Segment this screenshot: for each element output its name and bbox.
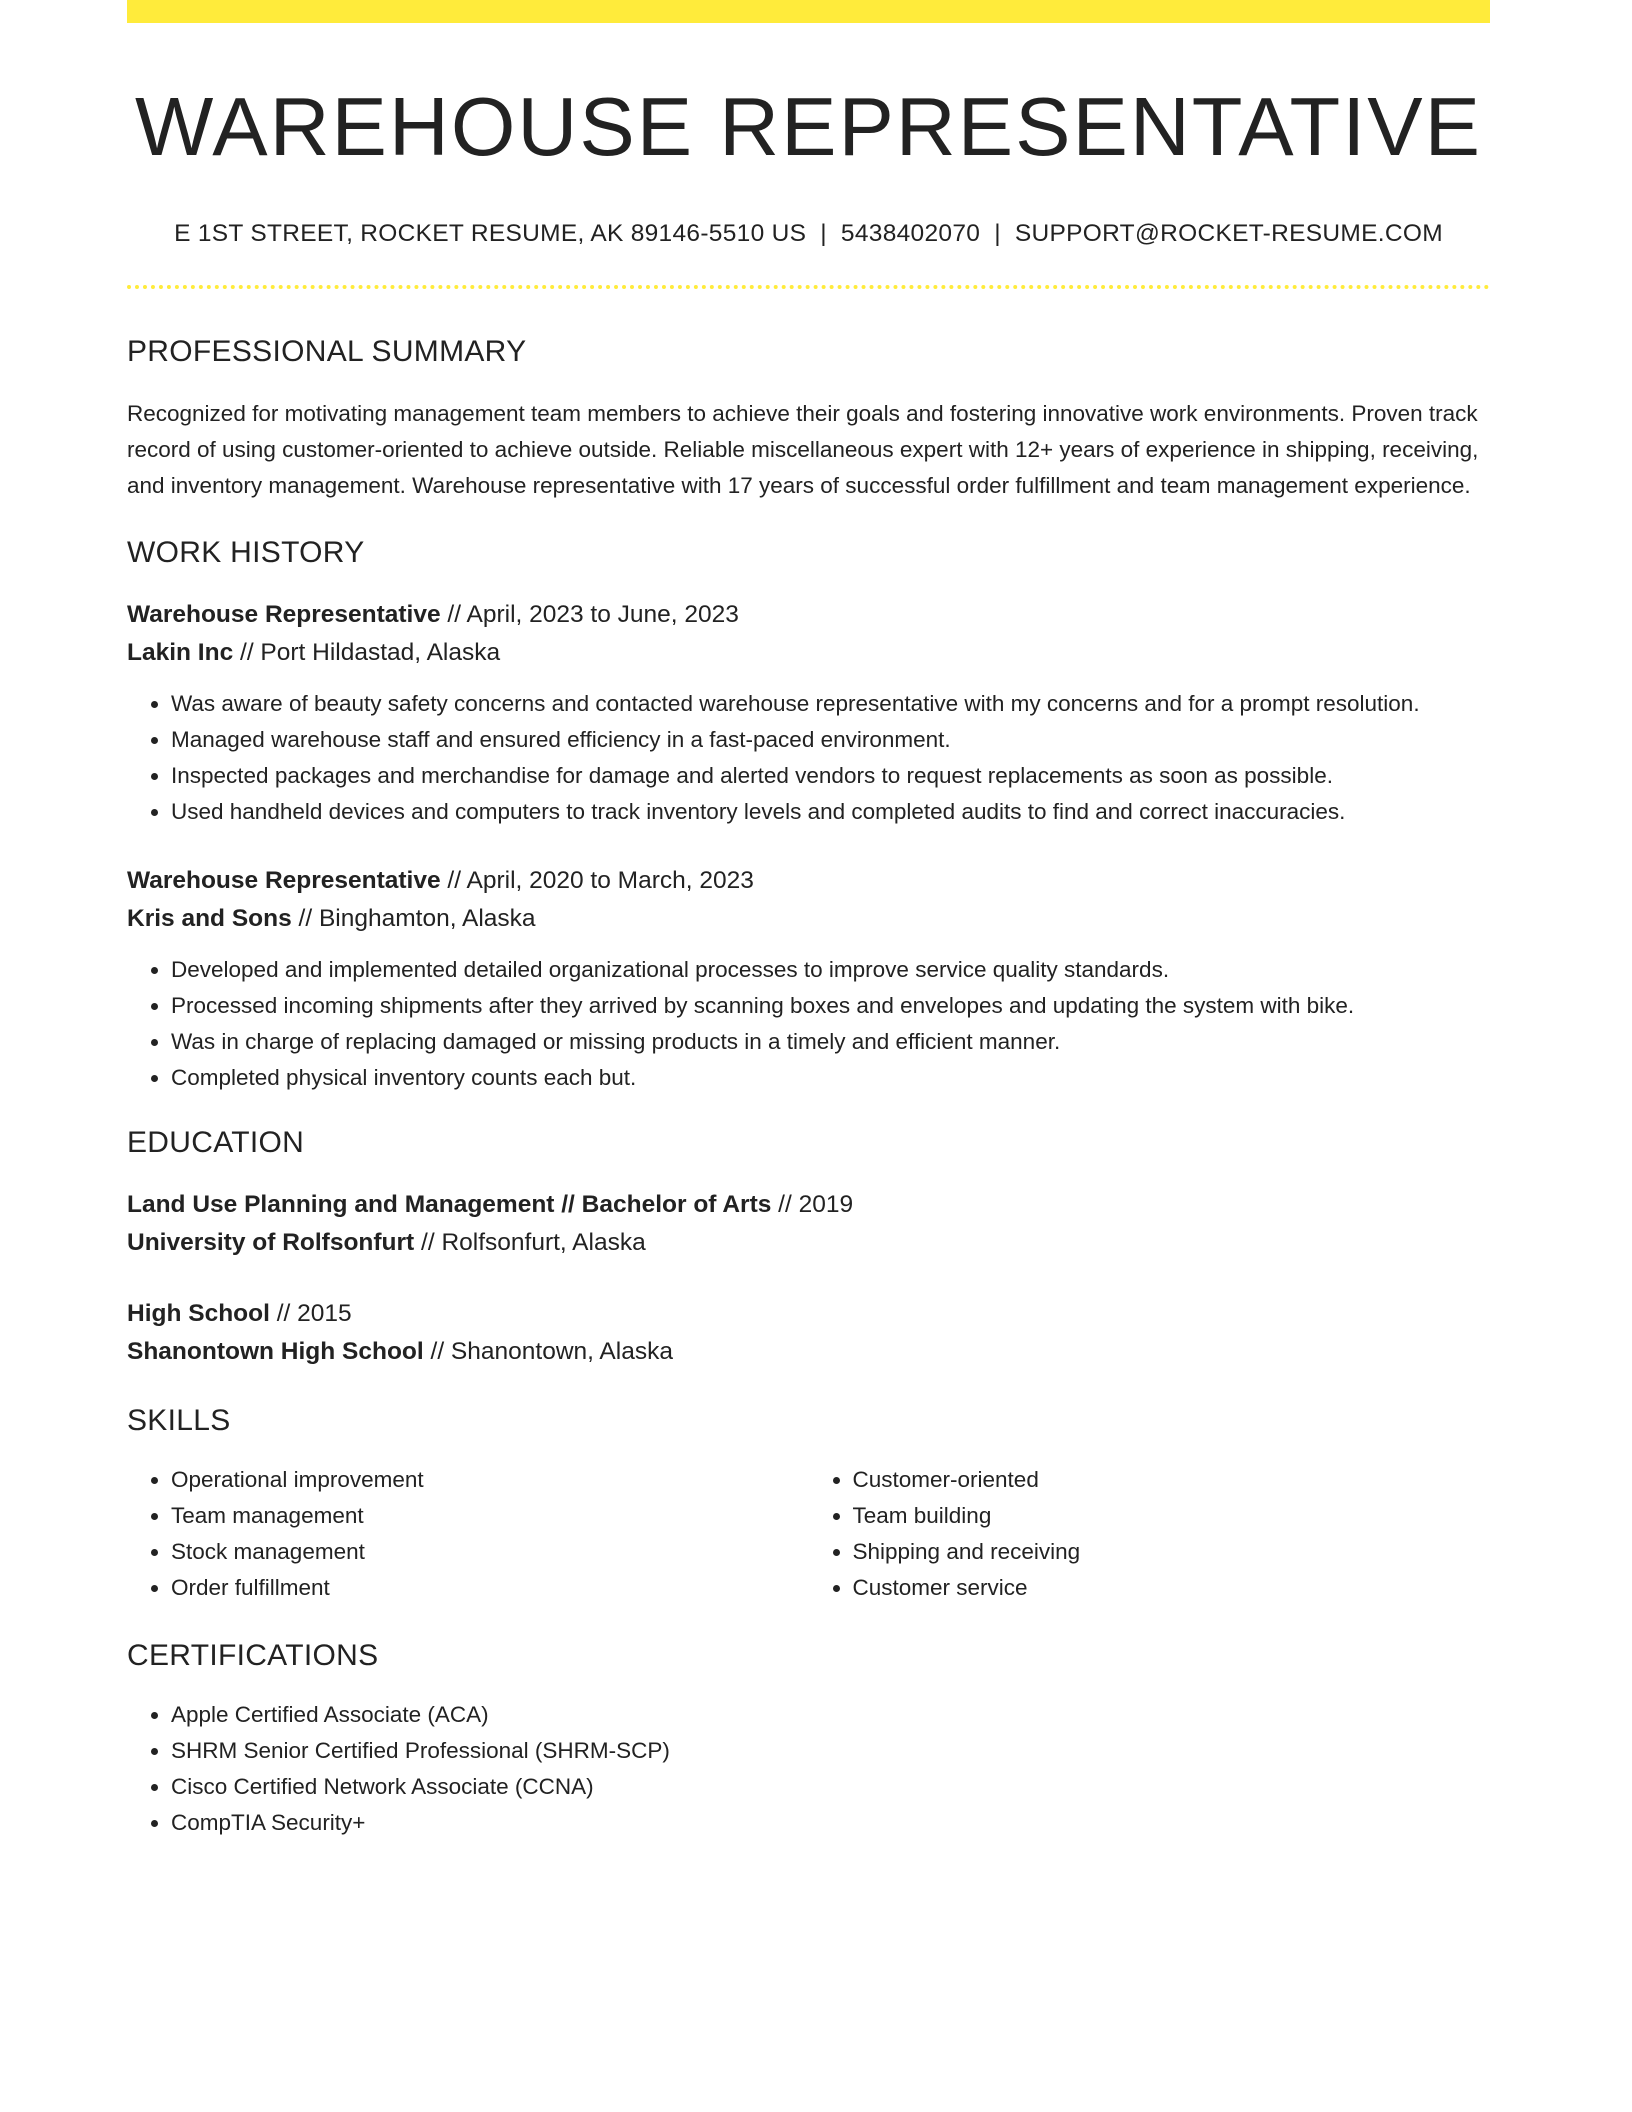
skill-item: • Team management	[171, 1498, 809, 1534]
work-history-heading: WORK HISTORY	[127, 536, 365, 570]
job-duty: • Processed incoming shipments after they arrived by scanning boxes and envelopes and updating the system with bike.	[171, 988, 1490, 1024]
job-duty: • Developed and implemented detailed organizational processes to improve service quality standards.	[171, 952, 1490, 988]
skill-item: • Customer-oriented	[853, 1462, 1491, 1498]
job-duties-list	[127, 952, 1490, 1096]
job-location: // Port Hildastad, Alaska	[233, 639, 501, 667]
summary-heading: PROFESSIONAL SUMMARY	[127, 335, 527, 369]
job-title-line	[127, 862, 1490, 900]
job-company-line	[127, 900, 1490, 938]
job-duty: • Inspected packages and merchandise for damage and alerted vendors to request replacements as soon as possible.	[171, 758, 1490, 794]
skills-list-right	[809, 1462, 1491, 1606]
job-title-line	[127, 596, 1490, 634]
contact-separator: |	[994, 220, 1001, 248]
job-company: Kris and Sons	[127, 905, 292, 933]
education-school-line	[127, 1333, 1490, 1371]
education-degree: High School	[127, 1300, 270, 1328]
summary-text: Recognized for motivating management team members to achieve their goals and fostering innovative work environments. Proven track record of using customer-oriented to achieve outside. Reliable miscellaneous expert with 12+ years of experience in shipping, receiving, and inventory management. Warehouse representative with 17 years of successful order fulfillment and team management experience.	[127, 401, 1479, 499]
education-location: // Rolfsonfurt, Alaska	[414, 1229, 646, 1257]
candidate-name: WAREHOUSE REPRESENTATIVE	[135, 80, 1482, 173]
education-school: University of Rolfsonfurt	[127, 1229, 415, 1257]
job-dates: // April, 2023 to June, 2023	[440, 601, 739, 629]
skill-item: • Stock management	[171, 1534, 809, 1570]
contact-email: SUPPORT@ROCKET-RESUME.COM	[1014, 220, 1443, 248]
job-role: Warehouse Representative	[127, 867, 441, 895]
job-company: Lakin Inc	[127, 639, 234, 667]
skill-item: • Customer service	[853, 1570, 1491, 1606]
skill-item: • Shipping and receiving	[853, 1534, 1491, 1570]
job-duty: • Was aware of beauty safety concerns and contacted warehouse representative with my concerns and for a prompt resolution.	[171, 686, 1490, 722]
job-duty: • Managed warehouse staff and ensured efficiency in a fast-paced environment.	[171, 722, 1490, 758]
top-accent-bar	[127, 0, 1490, 23]
job-dates: // April, 2020 to March, 2023	[440, 867, 754, 895]
contact-phone: 5438402070	[840, 220, 981, 248]
resume-page	[127, 0, 1490, 1841]
certification-item: • SHRM Senior Certified Professional (SHRM-SCP)	[171, 1733, 1490, 1769]
certifications-list	[127, 1697, 1490, 1841]
contact-separator: |	[820, 220, 827, 248]
certifications-heading: CERTIFICATIONS	[127, 1639, 379, 1673]
education-year: // 2015	[269, 1300, 352, 1328]
certification-item: • Apple Certified Associate (ACA)	[171, 1697, 1490, 1733]
education-entry	[127, 1186, 1490, 1262]
certification-item: • CompTIA Security+	[171, 1805, 1490, 1841]
education-entry	[127, 1295, 1490, 1371]
header-divider	[127, 285, 1490, 289]
skills-list-left	[127, 1462, 809, 1606]
skill-item: • Operational improvement	[171, 1462, 809, 1498]
skills-columns	[127, 1462, 1490, 1606]
job-duties-list	[127, 686, 1490, 830]
contact-line	[127, 220, 1490, 248]
skill-item: • Order fulfillment	[171, 1570, 809, 1606]
job-location: // Binghamton, Alaska	[291, 905, 536, 933]
education-degree: Land Use Planning and Management // Bachelor of Arts	[127, 1191, 772, 1219]
job-duty: • Used handheld devices and computers to track inventory levels and completed audits to find and correct inaccuracies.	[171, 794, 1490, 830]
contact-address: E 1ST STREET, ROCKET RESUME, AK 89146-5510 US	[174, 220, 807, 248]
job-entry	[127, 596, 1490, 830]
skills-heading: SKILLS	[127, 1404, 231, 1438]
education-degree-line	[127, 1295, 1490, 1333]
education-school: Shanontown High School	[127, 1338, 424, 1366]
job-role: Warehouse Representative	[127, 601, 441, 629]
job-duty: • Completed physical inventory counts each but.	[171, 1060, 1490, 1096]
education-location: // Shanontown, Alaska	[423, 1338, 673, 1366]
education-year: // 2019	[771, 1191, 854, 1219]
job-company-line	[127, 634, 1490, 672]
education-heading: EDUCATION	[127, 1126, 305, 1160]
skill-item: • Team building	[853, 1498, 1491, 1534]
education-degree-line	[127, 1186, 1490, 1224]
job-duty: • Was in charge of replacing damaged or missing products in a timely and efficient manner.	[171, 1024, 1490, 1060]
certification-item: • Cisco Certified Network Associate (CCNA)	[171, 1769, 1490, 1805]
job-entry	[127, 862, 1490, 1096]
education-school-line	[127, 1224, 1490, 1262]
